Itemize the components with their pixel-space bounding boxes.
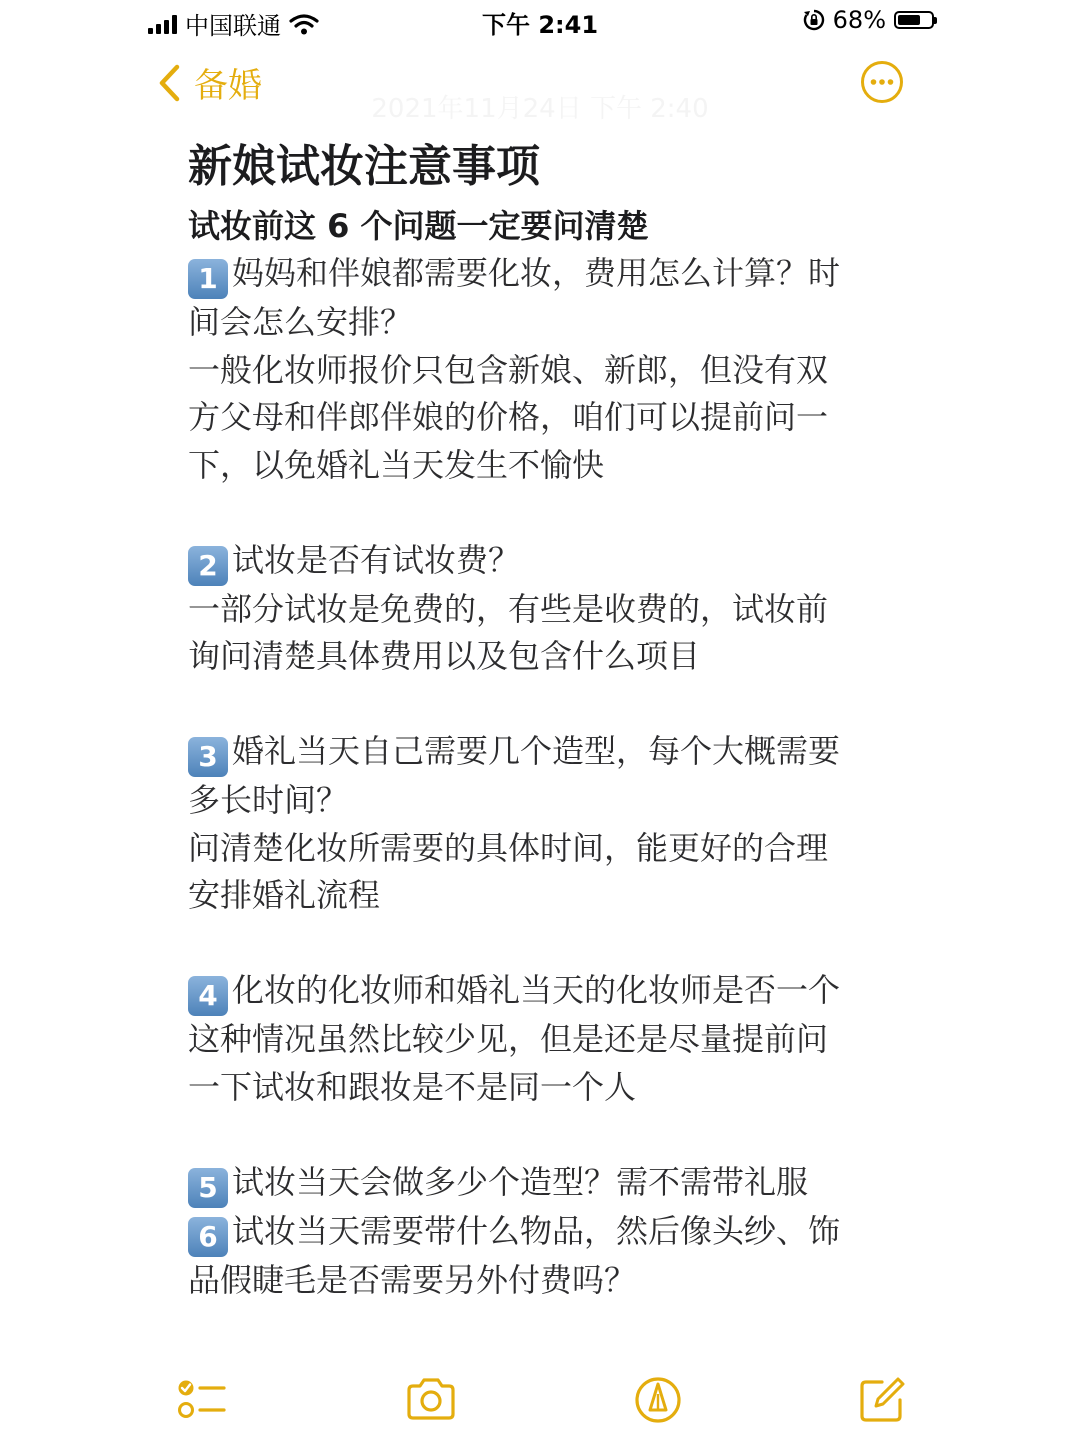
- answer-line: 一般化妆师报价只包含新娘、新郎，但没有双: [188, 350, 829, 389]
- blank-line: [188, 920, 908, 968]
- question-section-4: [188, 967, 908, 1111]
- question-line: 间会怎么安排？: [188, 303, 413, 341]
- number-badge-icon: 6: [188, 1217, 228, 1257]
- battery-percent: 68%: [832, 6, 886, 34]
- question-line: 5 试妆当天会做多少个造型？需不需带礼服: [188, 1159, 908, 1208]
- blank-line: [188, 681, 908, 729]
- question-line: 多长时间？: [188, 781, 349, 819]
- blank-line: [188, 489, 908, 537]
- more-options-button[interactable]: [860, 60, 904, 104]
- note-body[interactable]: [188, 138, 908, 1304]
- note-date: 2021年11月24日 下午 2:40: [371, 94, 709, 124]
- carrier-label: 中国联通: [185, 12, 281, 40]
- camera-icon[interactable]: [405, 1374, 457, 1426]
- question-line: 6 试妆当天需要带什么物品，然后像头纱、饰: [188, 1208, 908, 1257]
- answer-line: 方父母和伴郎伴娘的价格，咱们可以提前问一: [188, 398, 829, 436]
- battery-level: [898, 15, 920, 25]
- status-time: 下午 2:41: [481, 11, 599, 39]
- number-badge-icon: 4: [188, 976, 228, 1016]
- battery-icon: [894, 11, 934, 29]
- answer-line: 下，以免婚礼当天发生不愉快: [188, 445, 605, 484]
- back-label: 备婚: [194, 66, 262, 106]
- rotation-lock-icon: [803, 9, 825, 31]
- bottom-toolbar: [0, 1366, 1080, 1436]
- answer-line: 安排婚礼流程: [188, 876, 381, 914]
- question-line: 品假睫毛是否需要另外付费吗？: [188, 1260, 637, 1299]
- question-section-2: [188, 537, 908, 681]
- answer-line: 一部分试妆是免费的，有些是收费的，试妆前: [188, 589, 829, 628]
- question-line: 3 婚礼当天自己需要几个造型，每个大概需要: [188, 728, 908, 777]
- answer-line: 这种情况虽然比较少见，但是还是尽量提前问: [188, 1020, 829, 1058]
- question-line: 2 试妆是否有试妆费？: [188, 537, 908, 586]
- number-badge-icon: 2: [188, 546, 228, 586]
- note-subtitle: 试妆前这 6 个问题一定要问清楚: [188, 207, 649, 245]
- answer-line: 问清楚化妆所需要的具体时间，能更好的合理: [188, 828, 829, 867]
- compose-icon[interactable]: [856, 1374, 908, 1426]
- number-badge-icon: 3: [188, 737, 228, 777]
- question-section-6: [188, 1208, 908, 1305]
- status-bar: [0, 0, 1080, 44]
- note-title: 新娘试妆注意事项: [188, 141, 540, 192]
- checklist-icon[interactable]: [176, 1374, 228, 1426]
- answer-line: 询问清楚具体费用以及包含什么项目: [188, 637, 701, 675]
- question-line: 1 妈妈和伴娘都需要化妆，费用怎么计算？时: [188, 250, 908, 299]
- answer-line: 一下试妆和跟妆是不是同一个人: [188, 1067, 637, 1106]
- question-line: 4 化妆的化妆师和婚礼当天的化妆师是否一个: [188, 967, 908, 1016]
- status-right: [803, 6, 934, 34]
- blank-line: [188, 1111, 908, 1159]
- question-section-3: [188, 728, 908, 920]
- question-section-1: [188, 250, 908, 489]
- number-badge-icon: 5: [188, 1168, 228, 1208]
- markup-icon[interactable]: [632, 1374, 684, 1426]
- question-section-5: [188, 1159, 908, 1208]
- number-badge-icon: 1: [188, 259, 228, 299]
